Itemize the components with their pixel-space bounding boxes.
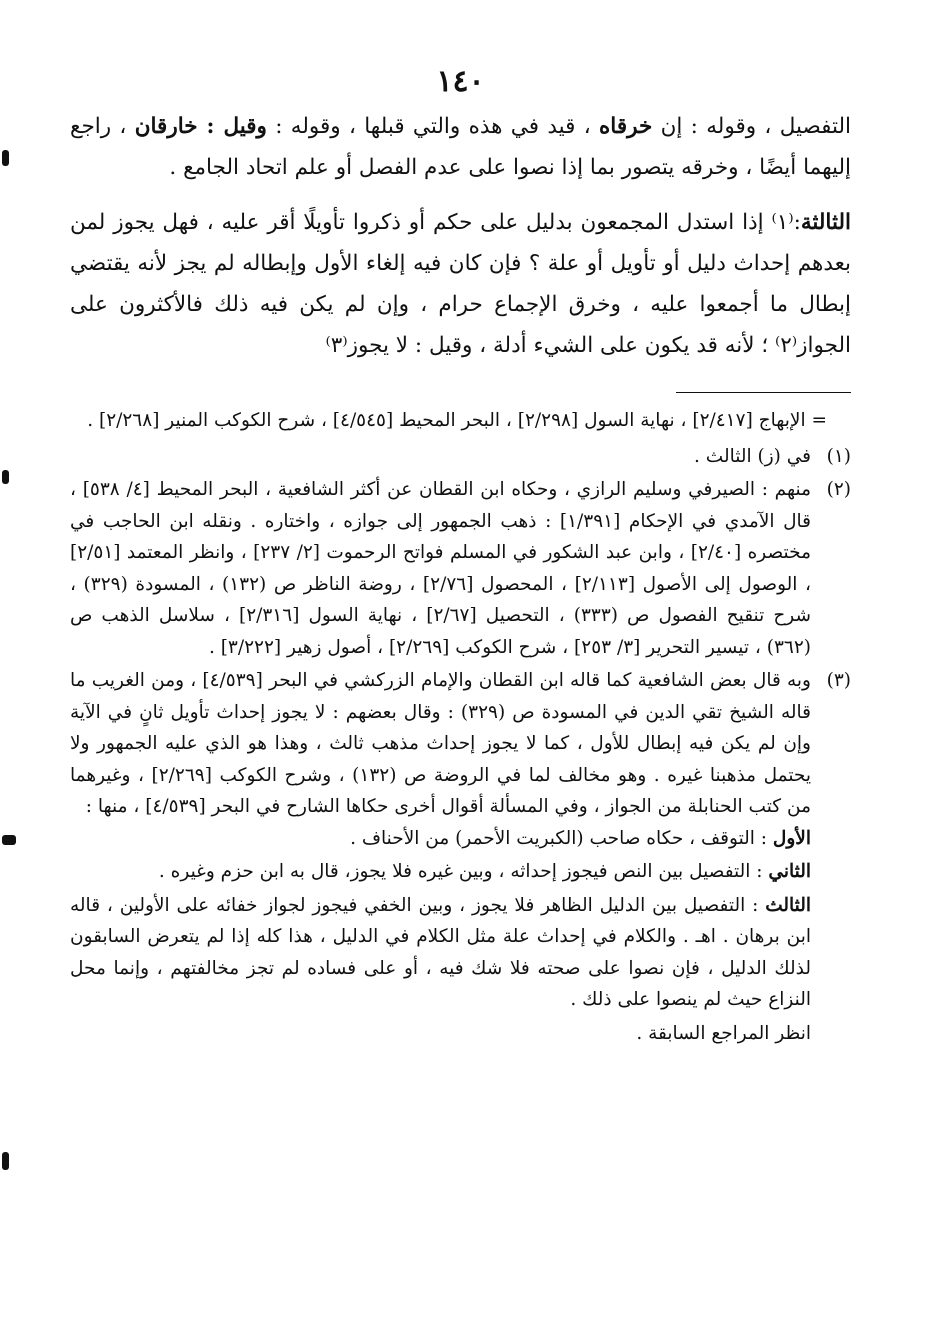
footnote-ref-1: :⁽١⁾ bbox=[771, 210, 801, 235]
keyword-third: الثالث bbox=[765, 894, 811, 916]
opinion-first: الأول : التوقف ، حكاه صاحب (الكبريت الأحمر) من الأحناف . bbox=[350, 827, 811, 849]
scan-margin-mark bbox=[2, 150, 9, 166]
opinion-second: الثاني : التفصيل بين النص فيجوز إحداثه ، وبين غيره فلا يجوز، قال به ابن حزم وغيره . bbox=[158, 861, 811, 882]
paragraph-2: الثالثة:⁽١⁾ إذا استدل المجمعون بدليل على حكم أو ذكروا تأويلًا أقر عليه ، فهل يجوز لمن بعدهم إحداث دليل أو تأويل أو علة ؟ فإن كان فيه إلغاء الأول وإبطاله لم يجز لأنه يقتضي إبطال ما أجمعوا عليه ، وخرق الإجماع حرام ، وإن لم يكن فيه ذلك فالأكثرون على الجواز⁽٢⁾ ؛ لأنه قد يكون على الشيء أدلة ، وقيل : لا يجوز⁽٣⁾ bbox=[70, 210, 851, 358]
scan-margin-mark bbox=[2, 470, 9, 484]
keyword-second: الثاني bbox=[768, 861, 811, 882]
footnote-text: في (ز) الثالث . bbox=[694, 445, 811, 467]
footnote-number: (٢) bbox=[826, 479, 851, 500]
footnote-body bbox=[70, 665, 811, 1049]
keyword-kharqah: خرقاه bbox=[599, 114, 653, 139]
footnote-number: (٣) bbox=[826, 670, 851, 691]
footnote-1 bbox=[70, 441, 851, 473]
footnote-number: (١) bbox=[826, 445, 851, 467]
footnote-3 bbox=[70, 665, 851, 1049]
paragraph-1: التفصيل ، وقوله : إن خرقاه ، قيد في هذه والتي قبلها ، وقوله : وقيل : خارقان ، راجع إليهما أيضًا ، وخرقه يتصور بما إذا نصوا على عدم الفصل أو علم اتحاد الجامع . bbox=[70, 114, 852, 180]
keyword-first: الأول bbox=[772, 827, 811, 849]
footnote-text: منهم : الصيرفي وسليم الرازي ، وحكاه ابن القطان عن أكثر الشافعية ، البحر المحيط [٤/ ٥٣٨] ، قال الآمدي في الإحكام [١/٣٩١] : ذهب الجمهور إلى جوازه ، واختاره . ونقله ابن الحاجب في مختصره [٢/٤٠] ، وابن عبد الشكور في المسلم فواتح الرحموت [٢/ ٢٣٧] ، وانظر المعتمد [٢/٥١] ، الوصول إلى الأصول [٢/١١٣] ، المحصول [٢/٧٦] ، روضة الناظر ص (١٣٢) ، المسودة (٣٢٩) ، شرح تنقيح الفصول ص (٣٣٣) ، التحصيل [٢/٦٧] ، نهاية السول [٢/٣١٦] ، سلاسل الذهب ص (٣٦٢) ، تيسير التحرير [٣/ ٢٥٣] ، شرح الكوكب [٢/٢٦٩] ، أصول زهير [٣/٢٢٢] . bbox=[70, 479, 811, 658]
footnote-2 bbox=[70, 474, 851, 663]
footnotes bbox=[70, 405, 851, 1049]
main-text bbox=[70, 106, 851, 366]
footnote-continuation: = الإبهاج [٢/٤١٧] ، نهاية السول [٢/٢٩٨] ، البحر المحيط [٤/٥٤٥] ، شرح الكوكب المنير [٢/٢٦٨] . bbox=[87, 410, 827, 431]
page bbox=[70, 62, 851, 1051]
opinion-third: الثالث : التفصيل بين الدليل الظاهر فلا يجوز ، وبين الخفي فيجوز لجواز خفائه على الأولين ، قاله ابن برهان . اهـ . والكلام في إحداث علة مثل الكلام في الدليل ، هذا كله إذا لم يتعرض السابقون لذلك الدليل ، فإن نصوا على صحته فلا شك فيه ، أو على فساده لم تجز مخالفتهم ، وإنما محل النزاع حيث لم ينصوا على ذلك . bbox=[70, 894, 811, 1010]
footnote-text: وبه قال بعض الشافعية كما قاله ابن القطان والإمام الزركشي في البحر [٤/٥٣٩] ، ومن الغريب ما قاله الشيخ تقي الدين في المسودة ص (٣٢٩) : وقال بعضهم : لا يجوز إحداث تأويل ثانٍ في الآية وإن لم يكن فيه إبطال للأول ، كما لا يجوز إحداث مذهب ثالث ، وهذا هو الذي عليه الجمهور ولا يحتمل مذهبنا غيره . وهو مخالف لما في الروضة ص (١٣٢) ، وشرح الكوكب [٢/٢٦٩] ، وغيرهما من كتب الحنابلة من الجواز ، وفي المسألة أقوال أخرى حكاها الشارح في البحر [٤/٥٣٩] ، منها : bbox=[70, 670, 812, 817]
page-number: ١٤٠ bbox=[436, 64, 485, 99]
keyword-third-issue: الثالثة bbox=[800, 210, 851, 235]
keyword-wa-qil-khariqan: وقيل : خارقان bbox=[134, 114, 267, 139]
see-previous-references: انظر المراجع السابقة . bbox=[636, 1022, 811, 1044]
scan-margin-mark bbox=[2, 1152, 9, 1170]
scan-margin-mark bbox=[2, 835, 16, 845]
footnote-separator bbox=[676, 392, 851, 393]
